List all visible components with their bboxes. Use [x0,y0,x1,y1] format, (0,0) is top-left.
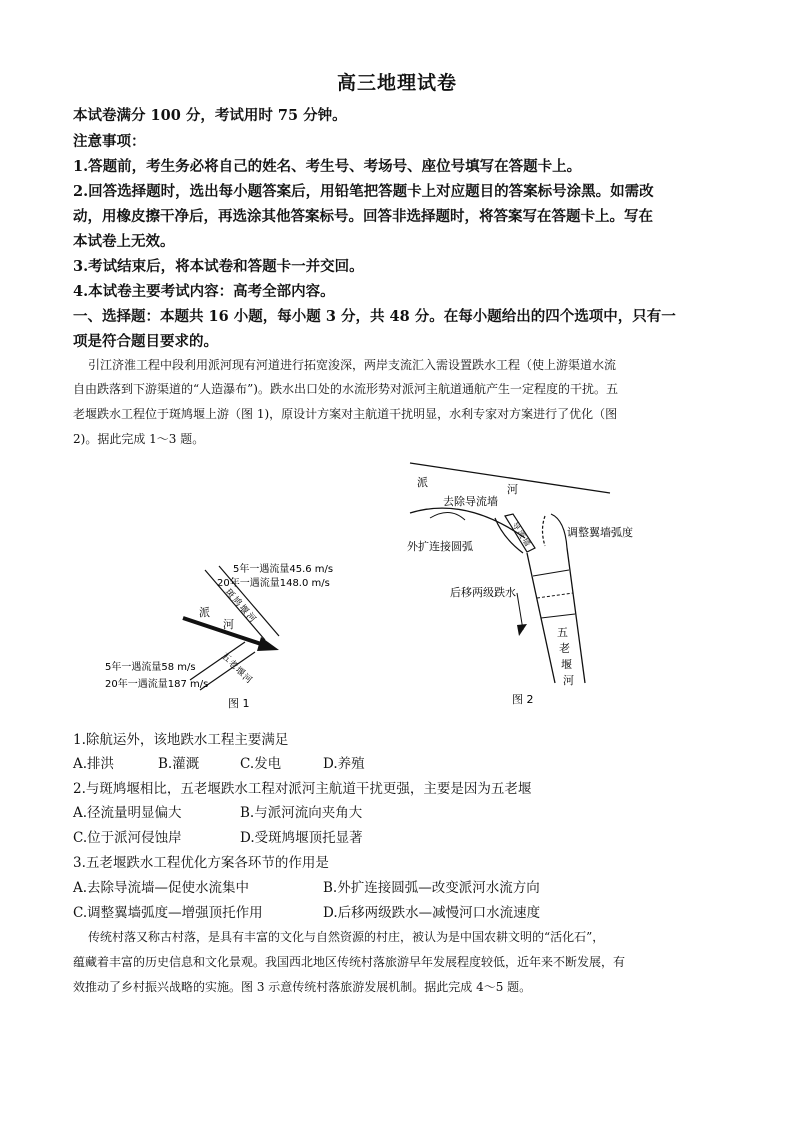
q2-option-b[interactable]: B.与派河流向夹角大 [240,805,363,821]
q1-option-c[interactable]: C.发电 [240,756,282,772]
notice-item-2: 2.回答选择题时，选出每小题答案后，用铅笔把答题卡上对应题目的答案标号涂黑。如需改 [73,183,654,200]
fig1-banjiu-char-4: 河 [243,611,258,625]
fig1-banjiu-char-2: 鸠 [229,595,244,609]
fig2-pai-char-2: 河 [507,483,518,496]
fig2-two-stage-label: 后移两级跌水 [450,586,516,599]
passage2-line-1: 传统村落又称古村落，是具有丰富的文化与自然资源的村庄，被认为是中国农耕文明的“活化石”， [88,930,605,944]
fig1-banjiu-char-3: 堰 [236,603,251,617]
q3-option-d[interactable]: D.后移两级跌水—减慢河口水流速度 [323,905,541,921]
fig2-guide-char-3: 墙 [520,536,533,548]
q1-option-d[interactable]: D.养殖 [323,756,365,772]
fig1-wulao-char-3: 堰 [233,665,247,679]
q2-option-d[interactable]: D.受斑鸠堰顶托显著 [240,830,363,846]
figure-1-caption: 图 1 [228,697,250,710]
fig2-adjust-arc-label: 调整翼墙弧度 [567,526,633,539]
question-1-stem: 1.除航运外，该地跌水工程主要满足 [73,732,289,748]
question-3-stem: 3.五老堰跌水工程优化方案各环节的作用是 [73,855,329,871]
fig1-banjiu-flow-20yr: 20年一遇流量148.0 m/s [217,578,330,589]
fig2-wulao-char-2: 老 [559,642,570,655]
flow-arrow-line [517,593,523,630]
fig2-remove-wall-label: 去除导流墙 [443,495,498,508]
q2-option-a[interactable]: A.径流量明显偏大 [73,805,182,821]
passage1-line-1: 引江济淮工程中段利用派河现有河道进行拓宽浚深，两岸支流汇入需设置跌水工程（使上游渠道水流 [88,358,617,372]
fig2-extend-arc-label: 外扩连接圆弧 [407,540,473,553]
notice-item-2-cont: 动，用橡皮擦干净后，再选涂其他答案标号。回答非选择题时，将答案写在答题卡上。写在 [73,208,653,225]
removed-guide-wall [430,512,465,520]
question-2-stem: 2.与斑鸠堰相比，五老堰跌水工程对派河主航道干扰更强，主要是因为五老堰 [73,781,532,797]
q2-option-c[interactable]: C.位于派河侵蚀岸 [73,830,182,846]
drop-step-1 [533,570,569,576]
fig1-wulao-flow-20yr: 20年一遇流量187 m/s [105,679,209,690]
fig1-wulao-char-1: 五 [219,651,233,665]
fig1-pai-char-1: 派 [199,606,210,619]
notice-heading: 注意事项： [73,133,146,150]
drop-step-3 [541,614,575,618]
section-heading: 一、选择题：本题共 16 小题，每小题 3 分，共 48 分。在每小题给出的四个选项中，只有一 [73,308,676,325]
drop-step-2 [537,593,573,598]
page-title: 高三地理试卷 [336,72,457,94]
fig1-wulao-char-2: 老 [226,658,240,672]
passage2-line-3: 效推动了乡村振兴战略的实施。图 3 示意传统村落旅游发展机制。据此完成 4～5 题。 [73,980,532,994]
notice-item-3: 3.考试结束后，将本试卷和答题卡一并交回。 [73,258,364,275]
wing-wall-arc-dashed [543,516,546,546]
figure-1 [95,550,395,720]
passage1-line-2: 自由跌落到下游渠道的“人造瀑布”)。跌水出口处的水流形势对派河主航道通航产生一定程度的干扰。五 [73,382,618,396]
q3-option-b[interactable]: B.外扩连接圆弧—改变派河水流方向 [323,880,540,896]
passage1-line-4: 2)。据此完成 1～3 题。 [73,432,205,446]
pai-river-arrow-icon [257,637,279,651]
notice-item-2-end: 本试卷上无效。 [73,233,175,250]
passage2-line-2: 蕴藏着丰富的历史信息和文化景观。我国西北地区传统村落旅游早年发展程度较低，近年来不断发展，有 [73,955,626,969]
fig1-pai-char-2: 河 [223,618,234,631]
passage1-line-3: 老堰跌水工程位于斑鸠堰上游（图 1)，原设计方案对主航道干扰明显，水利专家对方案进行了优化（图 [73,407,618,421]
notice-item-4: 4.本试卷主要考试内容：高考全部内容。 [73,283,335,300]
fig2-wulao-char-4: 河 [563,674,574,687]
flow-arrow-icon [517,624,527,636]
fig1-wulao-flow-5yr: 5年一遇流量58 m/s [105,662,196,673]
figure-2 [395,458,695,713]
fig2-guide-char-1: 导 [510,520,523,532]
notice-item-1: 1.答题前，考生务必将自己的姓名、考生号、考场号、座位号填写在答题卡上。 [73,158,582,175]
q1-option-b[interactable]: B.灌溉 [158,756,200,772]
fig2-wulao-char-3: 堰 [561,658,572,671]
fig1-banjiu-char-1: 斑 [222,587,237,601]
figure-2-caption: 图 2 [512,693,534,706]
fig1-wulao-char-4: 河 [240,672,254,686]
q3-option-c[interactable]: C.调整翼墙弧度—增强顶托作用 [73,905,263,921]
wing-wall-arc [551,514,567,548]
pai-river-lower-bank [410,508,525,538]
section-heading-cont: 项是符合题目要求的。 [73,333,218,350]
fig1-banjiu-flow-5yr: 5年一遇流量45.6 m/s [233,564,334,575]
q1-option-a[interactable]: A.排洪 [73,756,115,772]
fig2-pai-char-1: 派 [417,476,428,489]
q3-option-a[interactable]: A.去除导流墙—促使水流集中 [73,880,250,896]
exam-info-line: 本试卷满分 100 分，考试用时 75 分钟。 [73,107,347,124]
fig2-wulao-char-1: 五 [557,626,568,639]
fig2-guide-char-2: 流 [515,528,528,540]
